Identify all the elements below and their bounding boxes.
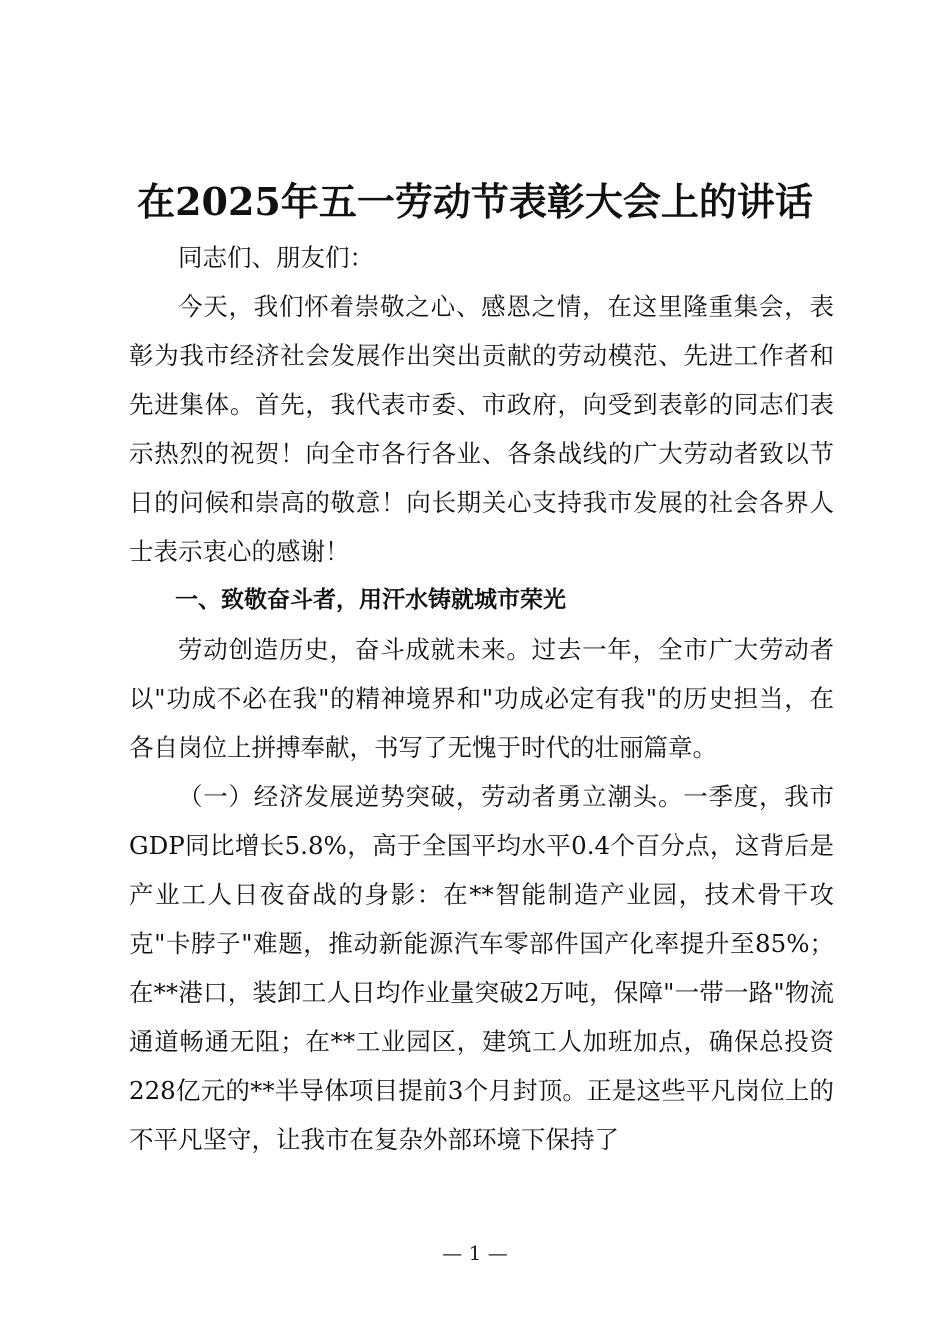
section-paragraph: 劳动创造历史，奋斗成就未来。过去一年，全市广大劳动者以"功成不必在我"的精神境界和"功成必定有我"的历史担当，在各自岗位上拼搏奉献，书写了无愧于时代的壮丽篇章。 — [129, 635, 834, 762]
document-title: 在2025年五一劳动节表彰大会上的讲话 — [137, 179, 813, 224]
salutation: 同志们、朋友们： — [178, 243, 374, 272]
subsection-paragraph: （一）经济发展逆势突破，劳动者勇立潮头。一季度，我市GDP同比增长5.8%，高于全国平均水平0.4个百分点，这背后是产业工人日夜奋战的身影：在**智能制造产业园，技术骨干攻克"卡脖子"难题，推动新能源汽车零部件国产化率提升至85%；在**港口，装卸工人日均作业量突破2万吨，保障"一带一路"物流通道畅通无阻；在**工业园区，建筑工人加班加点，确保总投资228亿元的**半导体项目提前3个月封顶。正是这些平凡岗位上的不平凡坚守，让我市在复杂外部环境下保持了 — [129, 782, 834, 1154]
page-number: — 1 — — [442, 1241, 508, 1265]
document-body — [129, 233, 834, 1164]
opening-paragraph: 今天，我们怀着崇敬之心、感恩之情，在这里隆重集会，表彰为我市经济社会发展作出突出贡献的劳动模范、先进工作者和先进集体。首先，我代表市委、市政府，向受到表彰的同志们表示热烈的祝贺！向全市各行各业、各条战线的广大劳动者致以节日的问候和崇高的敬意！向长期关心支持我市发展的社会各界人士表示衷心的感谢！ — [129, 292, 834, 566]
section-heading: 一、致敬奋斗者，用汗水铸就城市荣光 — [175, 587, 566, 613]
